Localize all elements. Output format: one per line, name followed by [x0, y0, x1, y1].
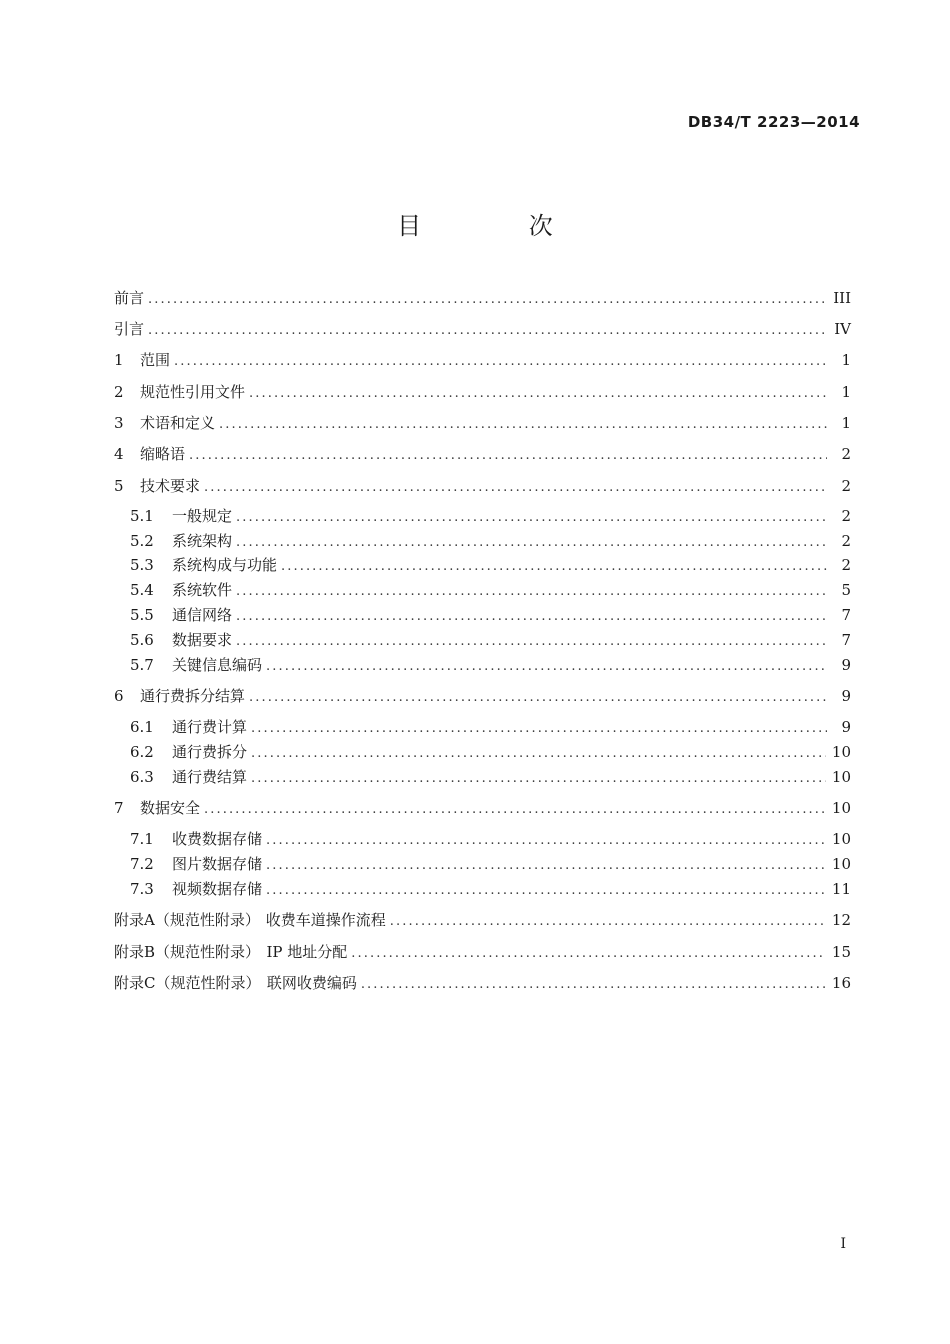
- toc-entry-page: 7: [841, 606, 851, 624]
- toc-entry-appendix-a[interactable]: [114, 910, 851, 930]
- toc-entry-section-2[interactable]: [114, 382, 851, 402]
- toc-entry-section-5-1[interactable]: [130, 506, 851, 526]
- toc-entry-number: 5.4: [130, 581, 154, 599]
- toc-entry-section-4[interactable]: [114, 444, 851, 464]
- toc-entry-label: 数据安全: [140, 799, 201, 817]
- toc-leader-dots: [189, 446, 827, 466]
- toc-entry-label: 视频数据存储: [172, 880, 263, 898]
- toc-entry-introduction[interactable]: [114, 319, 851, 339]
- toc-entry-label: 系统构成与功能: [172, 556, 278, 574]
- toc-entry-section-5-6[interactable]: [130, 630, 851, 650]
- toc-entry-appendix-b[interactable]: [114, 942, 851, 962]
- toc-entry-page: 5: [841, 581, 851, 599]
- toc-entry-section-5-7[interactable]: [130, 655, 851, 675]
- toc-leader-dots: [281, 557, 827, 577]
- toc-entry-page: 2: [841, 445, 851, 463]
- toc-entry-label: 通行费拆分: [172, 743, 248, 761]
- toc-leader-dots: [236, 533, 827, 553]
- toc-entry-section-7-3[interactable]: [130, 879, 851, 899]
- toc-entry-number: 5.6: [130, 631, 154, 649]
- toc-entry-section-3[interactable]: [114, 413, 851, 433]
- toc-leader-dots: [251, 719, 827, 739]
- toc-entry-label: 联网收费编码: [266, 974, 357, 992]
- toc-leader-dots: [219, 415, 827, 435]
- document-code: DB34/T 2223—2014: [687, 113, 860, 131]
- toc-entry-page: 10: [831, 830, 851, 848]
- toc-entry-page: 1: [841, 383, 851, 401]
- toc-entry-section-7[interactable]: [114, 798, 851, 818]
- page-number: I: [840, 1236, 846, 1252]
- toc-entry-number: 5.3: [130, 556, 154, 574]
- toc-leader-dots: [236, 582, 827, 602]
- toc-title: 目 次: [397, 212, 603, 240]
- toc-entry-label: 通行费拆分结算: [140, 687, 246, 705]
- toc-leader-dots: [251, 744, 826, 764]
- toc-entry-page: 1: [841, 351, 851, 369]
- toc-entry-page: 10: [831, 743, 851, 761]
- toc-entry-number: 附录C（规范性附录）: [114, 974, 261, 992]
- toc-leader-dots: [266, 657, 827, 677]
- toc-entry-label: 收费数据存储: [172, 830, 263, 848]
- toc-leader-dots: [204, 800, 826, 820]
- toc-entry-section-7-2[interactable]: [130, 854, 851, 874]
- toc-entry-number: 5.2: [130, 532, 154, 550]
- toc-entry-page: 2: [841, 556, 851, 574]
- toc-entry-number: 7.1: [130, 830, 154, 848]
- toc-entry-section-5-5[interactable]: [130, 605, 851, 625]
- toc-leader-dots: [204, 478, 827, 498]
- toc-entry-section-6-1[interactable]: [130, 717, 851, 737]
- toc-entry-section-5[interactable]: [114, 476, 851, 496]
- toc-entry-section-5-2[interactable]: [130, 531, 851, 551]
- toc-entry-number: 5.5: [130, 606, 154, 624]
- toc-entry-label: 系统软件: [172, 581, 233, 599]
- toc-entry-label: 通行费结算: [172, 768, 248, 786]
- toc-entry-label: 术语和定义: [140, 414, 216, 432]
- toc-entry-page: 2: [841, 532, 851, 550]
- toc-entry-page: 9: [841, 687, 851, 705]
- toc-entry-number: 1: [114, 351, 124, 369]
- toc-entry-number: 5: [114, 477, 124, 495]
- toc-entry-number: 6.2: [130, 743, 154, 761]
- toc-entry-label: 系统架构: [172, 532, 233, 550]
- toc-entry-label: 引言: [114, 320, 145, 338]
- toc-entry-label: 一般规定: [172, 507, 233, 525]
- toc-entry-page: III: [833, 289, 851, 307]
- toc-entry-page: 15: [831, 943, 851, 961]
- toc-entry-page: 10: [831, 855, 851, 873]
- toc-entry-page: 12: [831, 911, 851, 929]
- toc-entry-number: 5.7: [130, 656, 154, 674]
- toc-entry-label: IP 地址分配: [266, 943, 348, 961]
- toc-leader-dots: [266, 856, 826, 876]
- toc-entry-number: 6.3: [130, 768, 154, 786]
- toc-entry-label: 通信网络: [172, 606, 233, 624]
- toc-entry-page: 9: [841, 718, 851, 736]
- toc-entry-section-7-1[interactable]: [130, 829, 851, 849]
- toc-entry-section-5-3[interactable]: [130, 555, 851, 575]
- toc-entry-number: 附录A（规范性附录）: [114, 911, 260, 929]
- toc-leader-dots: [174, 352, 827, 372]
- toc-leader-dots: [251, 769, 826, 789]
- toc-entry-page: 2: [841, 507, 851, 525]
- toc-entry-number: 4: [114, 445, 124, 463]
- toc-leader-dots: [266, 831, 826, 851]
- toc-entry-page: IV: [834, 320, 851, 338]
- toc-entry-number: 2: [114, 383, 124, 401]
- toc-entry-page: 10: [831, 799, 851, 817]
- toc-entry-section-6[interactable]: [114, 686, 851, 706]
- toc-entry-label: 规范性引用文件: [140, 383, 246, 401]
- toc-entry-label: 前言: [114, 289, 145, 307]
- toc-entry-label: 通行费计算: [172, 718, 248, 736]
- toc-entry-section-6-3[interactable]: [130, 767, 851, 787]
- toc-entry-page: 10: [831, 768, 851, 786]
- toc-entry-foreword[interactable]: [114, 288, 851, 308]
- toc-leader-dots: [249, 384, 827, 404]
- toc-leader-dots: [266, 881, 826, 901]
- toc-entry-number: 附录B（规范性附录）: [114, 943, 261, 961]
- toc-leader-dots: [236, 607, 827, 627]
- toc-entry-number: 6: [114, 687, 124, 705]
- toc-entry-section-5-4[interactable]: [130, 580, 851, 600]
- toc-leader-dots: [351, 944, 826, 964]
- toc-entry-section-1[interactable]: [114, 350, 851, 370]
- toc-leader-dots: [148, 321, 827, 341]
- toc-leader-dots: [249, 688, 827, 708]
- toc-entry-label: 关键信息编码: [172, 656, 263, 674]
- toc-entry-page: 2: [841, 477, 851, 495]
- toc-entry-label: 缩略语: [140, 445, 186, 463]
- toc-leader-dots: [236, 632, 827, 652]
- toc-entry-page: 9: [841, 656, 851, 674]
- toc-entry-section-6-2[interactable]: [130, 742, 851, 762]
- toc-entry-number: 6.1: [130, 718, 154, 736]
- toc-entry-number: 7: [114, 799, 124, 817]
- toc-entry-label: 数据要求: [172, 631, 233, 649]
- toc-entry-appendix-c[interactable]: [114, 973, 851, 993]
- toc-leader-dots: [148, 290, 827, 310]
- toc-entry-label: 收费车道操作流程: [265, 911, 386, 929]
- toc-leader-dots: [236, 508, 827, 528]
- toc-leader-dots: [361, 975, 826, 995]
- toc-entry-label: 技术要求: [140, 477, 201, 495]
- toc-entry-page: 1: [841, 414, 851, 432]
- toc-entry-number: 7.2: [130, 855, 154, 873]
- toc-entry-page: 7: [841, 631, 851, 649]
- toc-entry-page: 16: [831, 974, 851, 992]
- toc-entry-number: 5.1: [130, 507, 154, 525]
- toc-leader-dots: [390, 912, 826, 932]
- toc-entry-number: 3: [114, 414, 124, 432]
- toc-entry-label: 范围: [140, 351, 171, 369]
- toc-entry-page: 11: [831, 880, 851, 898]
- toc-entry-label: 图片数据存储: [172, 855, 263, 873]
- toc-entry-number: 7.3: [130, 880, 154, 898]
